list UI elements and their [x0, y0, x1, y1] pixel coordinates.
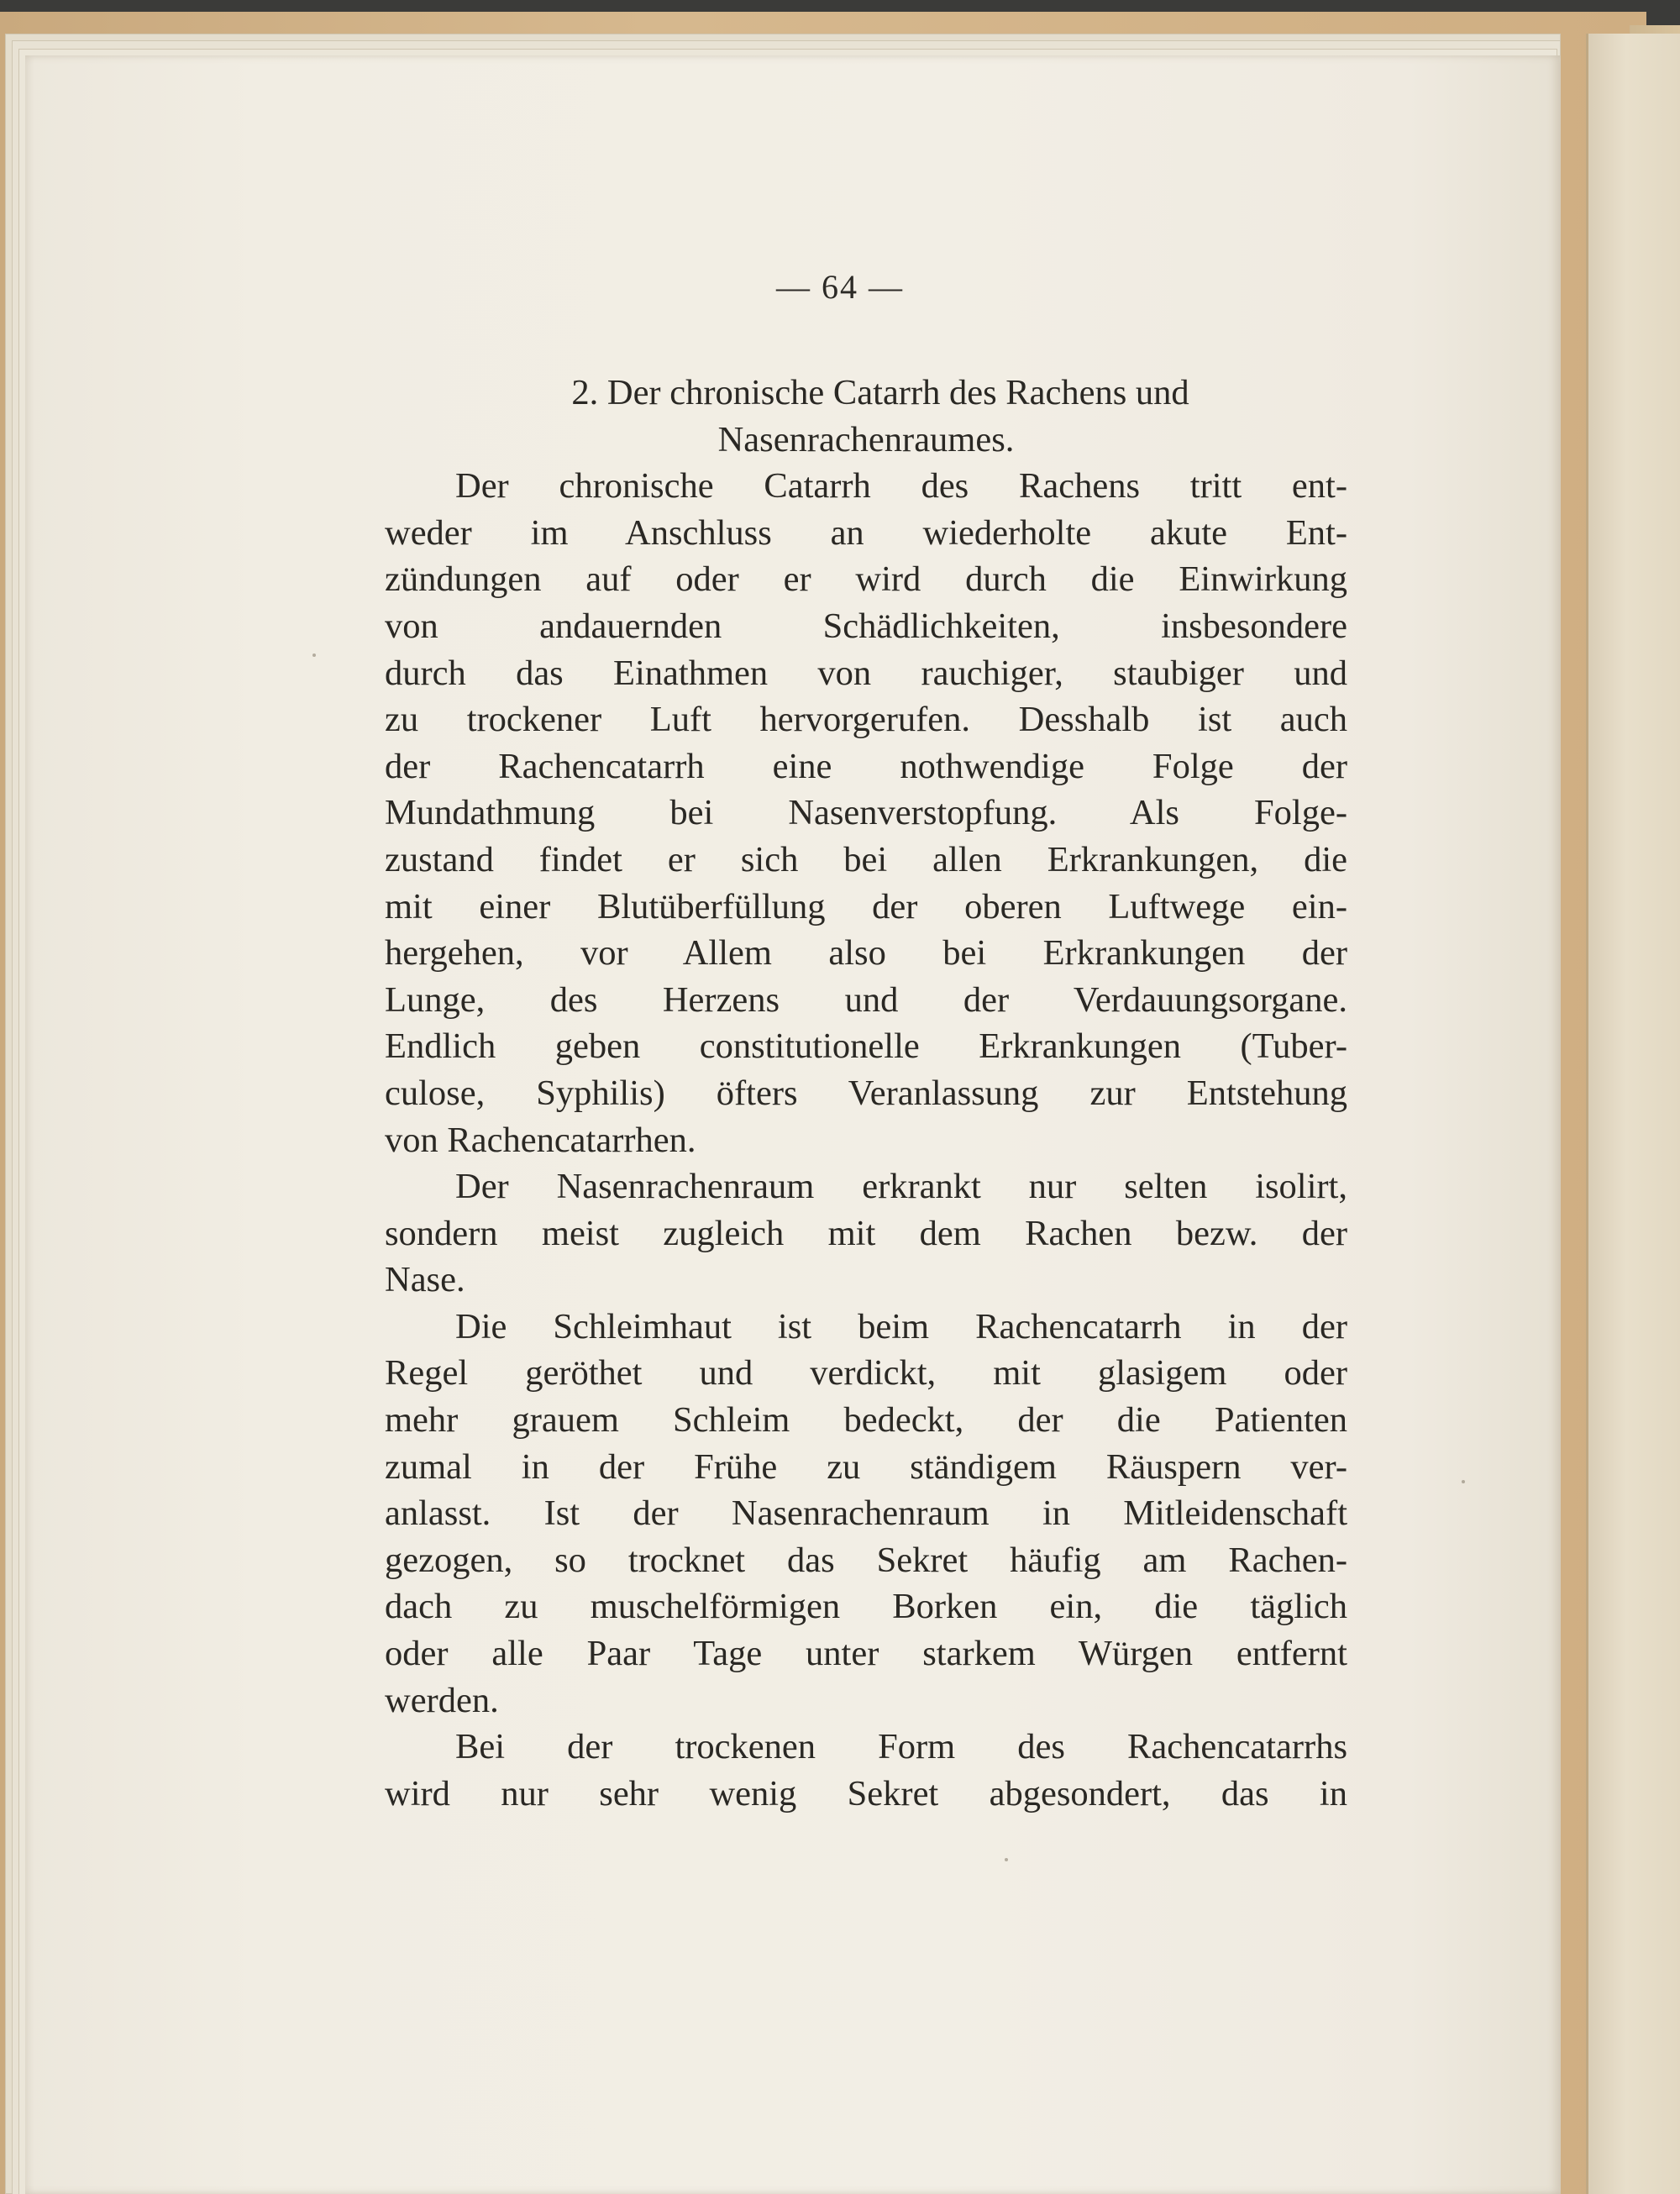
- text-line: wird nur sehr wenig Sekret abgesondert, das in: [385, 1773, 1347, 1813]
- text-line: Der Nasenrachenraum erkrankt nur selten isolirt,: [455, 1167, 1347, 1207]
- page-text: [385, 370, 1347, 1817]
- text-line: zündungen auf oder er wird durch die Einwirkung: [385, 559, 1347, 600]
- text-line: Bei der trockenen Form des Rachencatarrhs: [455, 1727, 1347, 1767]
- text-line: durch das Einathmen von rauchiger, staubiger und: [385, 653, 1347, 693]
- text-line: Mundathmung bei Nasenverstopfung. Als Folge-: [385, 793, 1347, 833]
- paper-speck: [1462, 1480, 1465, 1483]
- text-line: von andauernden Schädlichkeiten, insbesondere: [385, 606, 1347, 646]
- text-line: mehr grauem Schleim bedeckt, der die Patienten: [385, 1400, 1347, 1441]
- text-line: weder im Anschluss an wiederholte akute Ent-: [385, 512, 1347, 553]
- paper-speck: [1005, 1858, 1008, 1861]
- page-number: — 64 —: [776, 268, 904, 306]
- text-line: hergehen, vor Allem also bei Erkrankungen der: [385, 933, 1347, 974]
- text-line: dach zu muschelförmigen Borken ein, die täglich: [385, 1587, 1347, 1627]
- adjacent-page: [1586, 34, 1680, 2194]
- text-line: Lunge, des Herzens und der Verdauungsorgane.: [385, 979, 1347, 1020]
- text-line: Der chronische Catarrh des Rachens tritt ent-: [455, 466, 1347, 507]
- section-heading: 2. Der chronische Catarrh des Rachens und: [571, 373, 1189, 412]
- text-line: oder alle Paar Tage unter starkem Würgen entfernt: [385, 1634, 1347, 1674]
- text-line: zu trockener Luft hervorgerufen. Desshalb ist auch: [385, 700, 1347, 740]
- text-line: culose, Syphilis) öfters Veranlassung zur Entstehung: [385, 1073, 1347, 1113]
- paper-speck: [312, 653, 316, 657]
- text-line: werden.: [385, 1680, 499, 1720]
- text-line: Die Schleimhaut ist beim Rachencatarrh in der: [455, 1306, 1347, 1346]
- text-line: der Rachencatarrh eine nothwendige Folge der: [385, 746, 1347, 786]
- text-line: mit einer Blutüberfüllung der oberen Luftwege ein-: [385, 886, 1347, 926]
- text-line: Regel geröthet und verdickt, mit glasigem oder: [385, 1353, 1347, 1394]
- text-line: zustand findet er sich bei allen Erkrankungen, die: [385, 839, 1347, 879]
- text-line: Nase.: [385, 1260, 465, 1300]
- section-heading-continued: Nasenrachenraumes.: [717, 419, 1015, 459]
- text-line: zumal in der Frühe zu ständigem Räuspern ver-: [385, 1446, 1347, 1487]
- text-line: sondern meist zugleich mit dem Rachen bezw. der: [385, 1213, 1347, 1253]
- text-line: von Rachencatarrhen.: [385, 1120, 696, 1160]
- text-line: anlasst. Ist der Nasenrachenraum in Mitleidenschaft: [385, 1493, 1347, 1534]
- text-line: Endlich geben constitutionelle Erkrankungen (Tuber-: [385, 1026, 1347, 1067]
- text-line: gezogen, so trocknet das Sekret häufig am Rachen-: [385, 1540, 1347, 1580]
